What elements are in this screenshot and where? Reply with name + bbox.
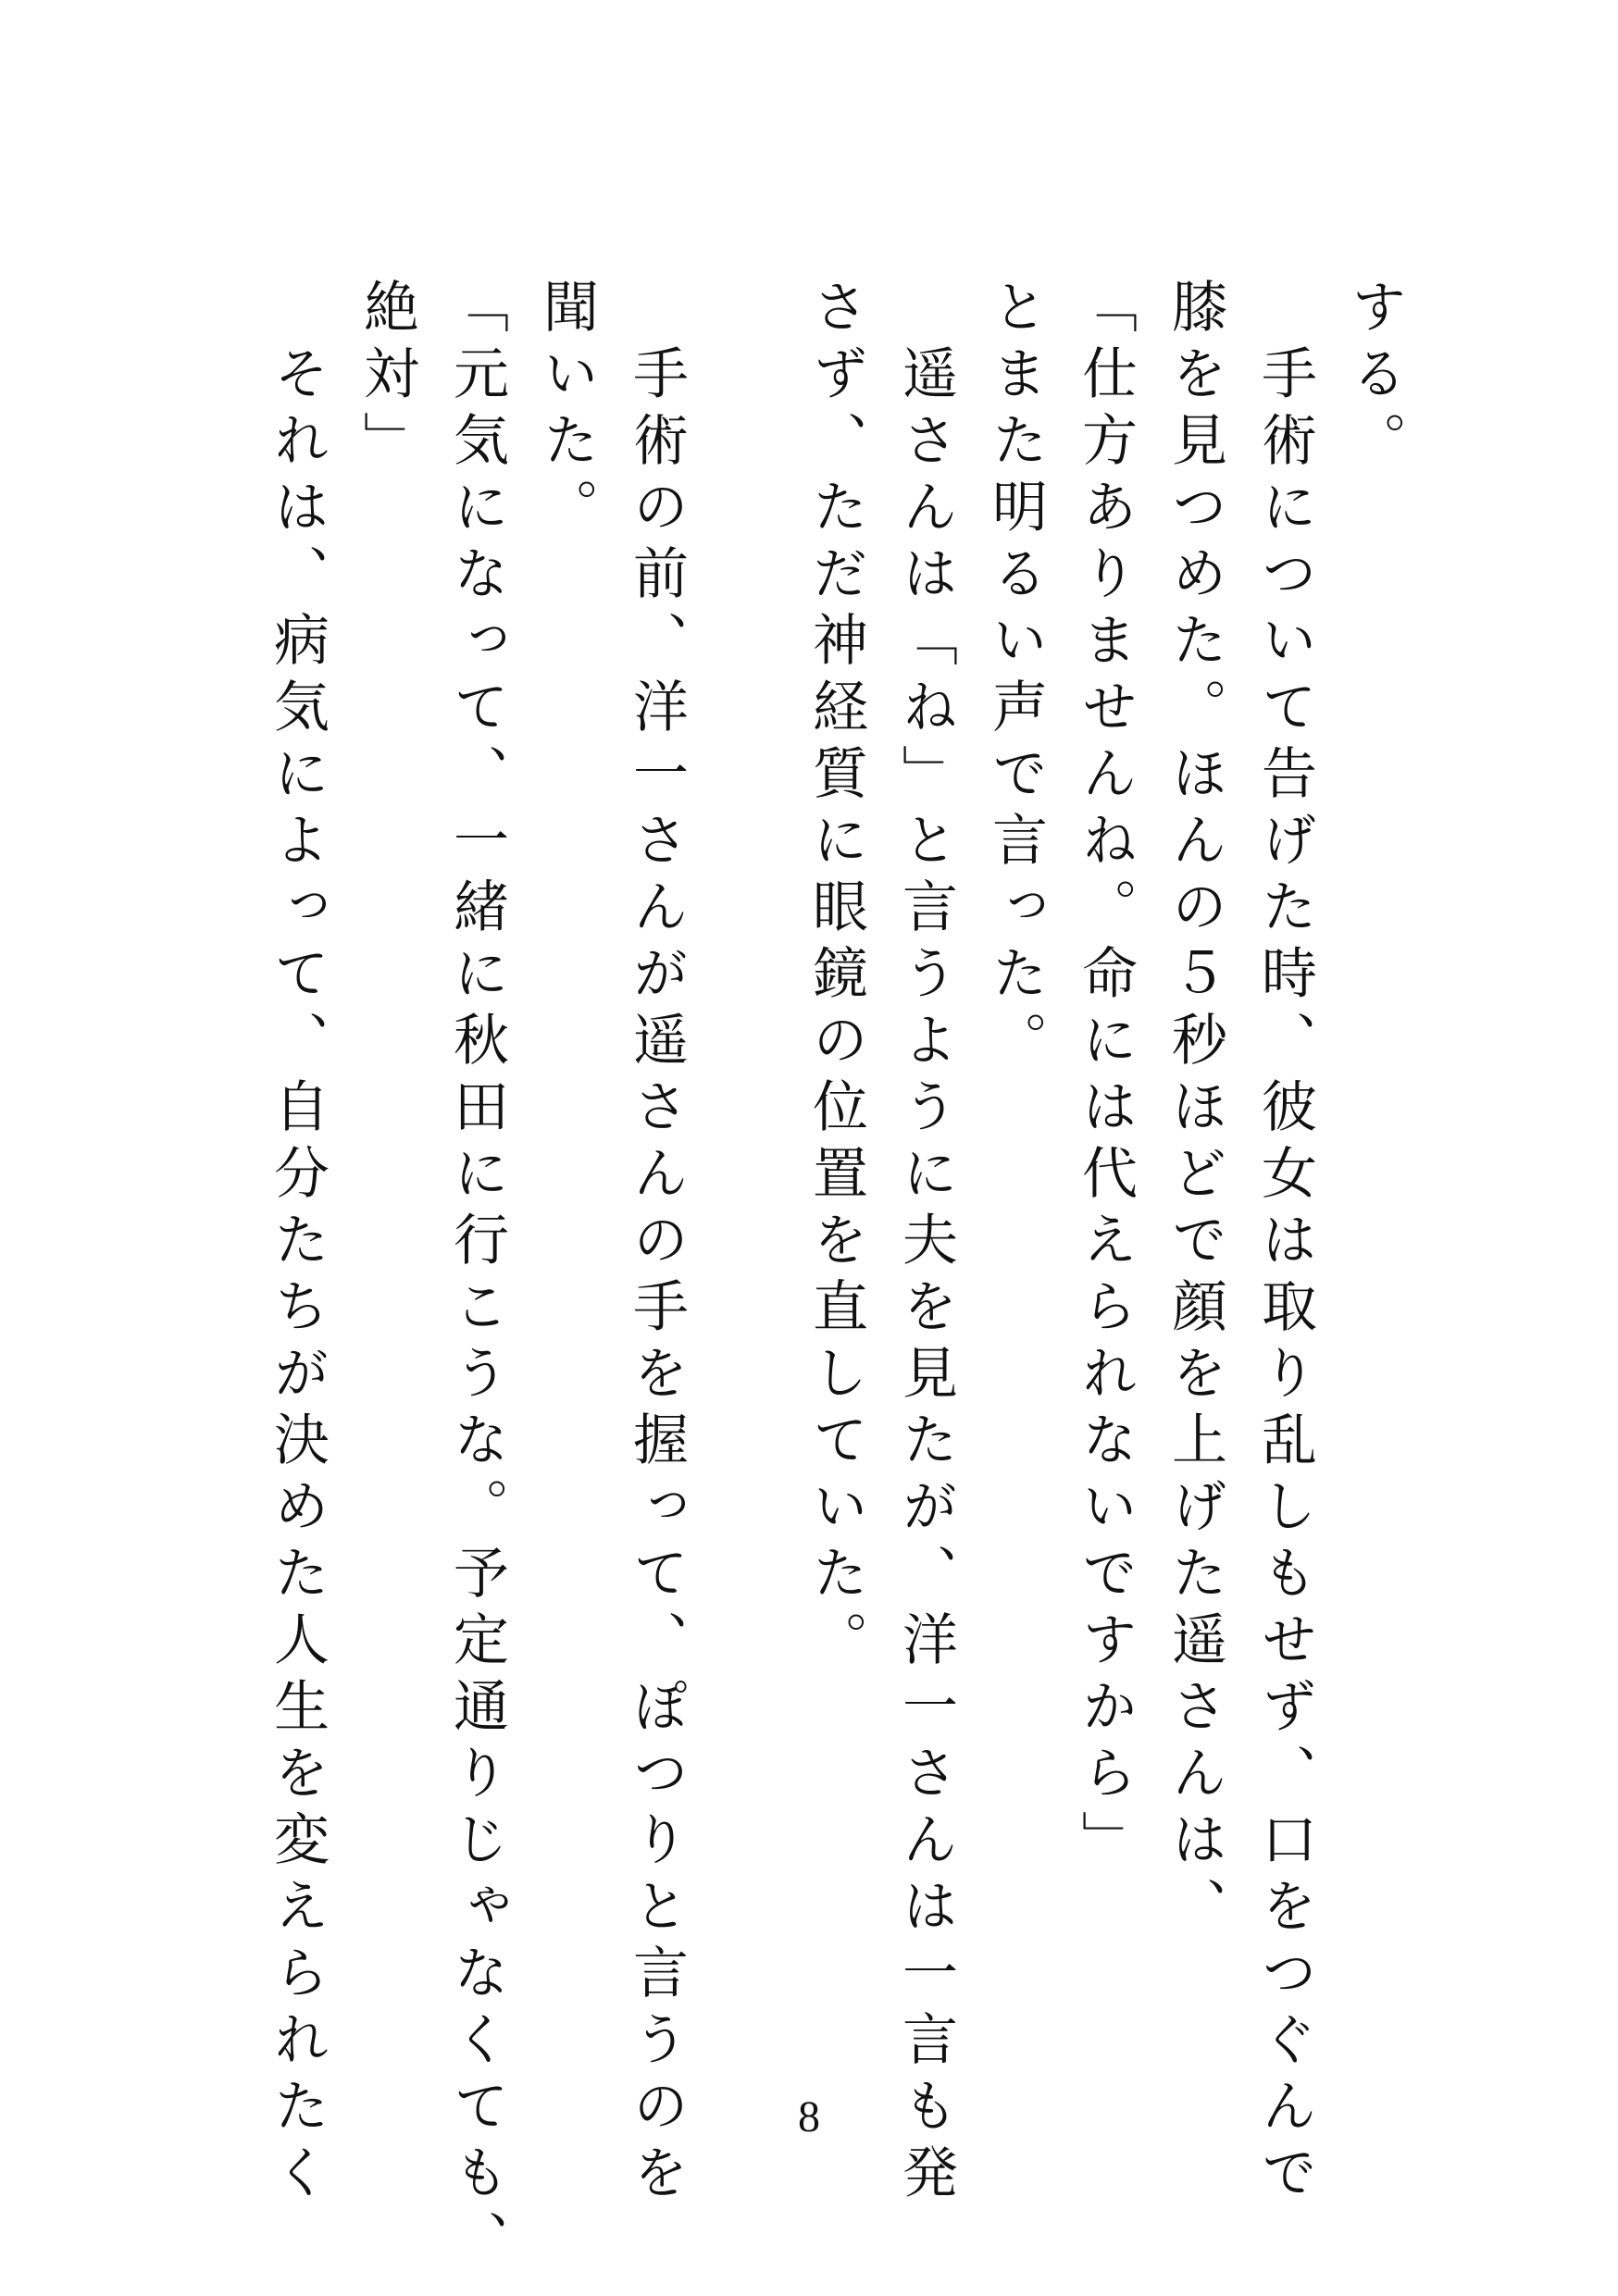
text-line-4: 「仕方ありませんね。命には代えられないですから」: [1073, 278, 1138, 1877]
text-line-12: 絶対」: [355, 278, 419, 478]
text-line-7: さず、ただ神経質に眼鏡の位置を直していた。: [803, 278, 868, 1677]
text-line-5: とまた明るい声で言った。: [983, 278, 1048, 1077]
vertical-text-block: [213, 278, 1416, 2277]
text-line-3: 膝を見つめた。ほんの５秒ほどで顔を上げた遥さんは、: [1163, 278, 1227, 1943]
text-line-11: 「元気になって、一緒に秋田に行こうな。予定通りじゃなくても、: [444, 278, 509, 2277]
page-number: 8: [798, 2092, 820, 2141]
text-line-9: 手術の前、洋一さんが遥さんの手を握って、ぽつりと言うのを: [624, 278, 689, 2210]
text-line-10: 聞いた。: [534, 278, 599, 544]
text-line-2: 手術について告げた時、彼女は取り乱しもせず、口をつぐんで: [1252, 278, 1317, 2210]
text-line-13: それは、病気によって、自分たちが決めた人生を変えられたく: [265, 278, 330, 2210]
text-line-6: 遥さんは「ね」と言うように夫を見たが、洋一さんは一言も発: [893, 278, 958, 2210]
text-line-1: する。: [1342, 278, 1407, 478]
